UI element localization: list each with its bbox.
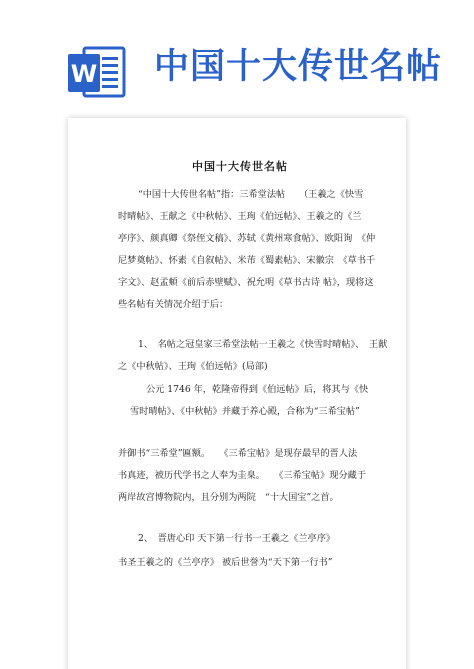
word-logo-letter: W [70, 60, 98, 88]
paragraph-line: 雪时晴帖》、《中秋帖》并藏于养心殿，合称为“三希宝帖” [130, 406, 360, 417]
document-sheet [68, 118, 406, 669]
paragraph-line: 时晴帖》、王献之《中秋帖》、王珣《伯远帖》、王羲之的《兰 [118, 211, 362, 222]
paragraph-line: “中国十大传世名帖”指：三希堂法帖 （王羲之《快雪 [138, 189, 364, 200]
paragraph-line: 两岸故宫博物院内，且分别为两院 “十大国宝”之首。 [118, 492, 339, 503]
banner [0, 0, 474, 120]
paragraph-line: 些名帖有关情况介绍于后： [118, 299, 229, 310]
paragraph-line: 并御书“三希堂”匾额。 《三希宝帖》是现存最早的晋人法 [118, 448, 358, 459]
document-title: 中国十大传世名帖 [192, 160, 288, 173]
paragraph-line: 书真迹，被历代学书之人奉为圭臬。 《三希宝帖》现分藏于 [118, 470, 367, 481]
paragraph-line: 尼梦奠帖》、怀素《自叙帖》、米芾《蜀素帖》、宋徽宗 《草书千 [118, 255, 376, 266]
section-2-heading: 2、 晋唐心印 天下第一行书一王羲之《兰亭序》 [138, 533, 336, 544]
paragraph-line: 书圣王羲之的《兰亭序》 被后世誉为“天下第一行书” [118, 557, 333, 568]
paragraph-line: 之《中秋帖》、王珣《伯远帖》(局部) [118, 361, 268, 372]
paragraph-line: 亭序》、颜真卿《祭侄文稿》、苏轼《黄州寒食帖》、欧阳询 《仲 [118, 233, 376, 244]
section-1-heading: 1、 名帖之冠皇家三希堂法帖一王羲之《快雪时晴帖》、 王献 [138, 339, 388, 350]
word-document-icon [66, 44, 126, 100]
paragraph-line: 字文》、赵孟頫《前后赤壁赋》、祝允明《草书古诗 帖》，现将这 [118, 277, 374, 288]
paragraph-line: 公元 1746 年，乾隆帝得到《伯远帖》后，将其与《快 [146, 384, 369, 395]
banner-title: 中国十大传世名帖 [154, 47, 443, 87]
